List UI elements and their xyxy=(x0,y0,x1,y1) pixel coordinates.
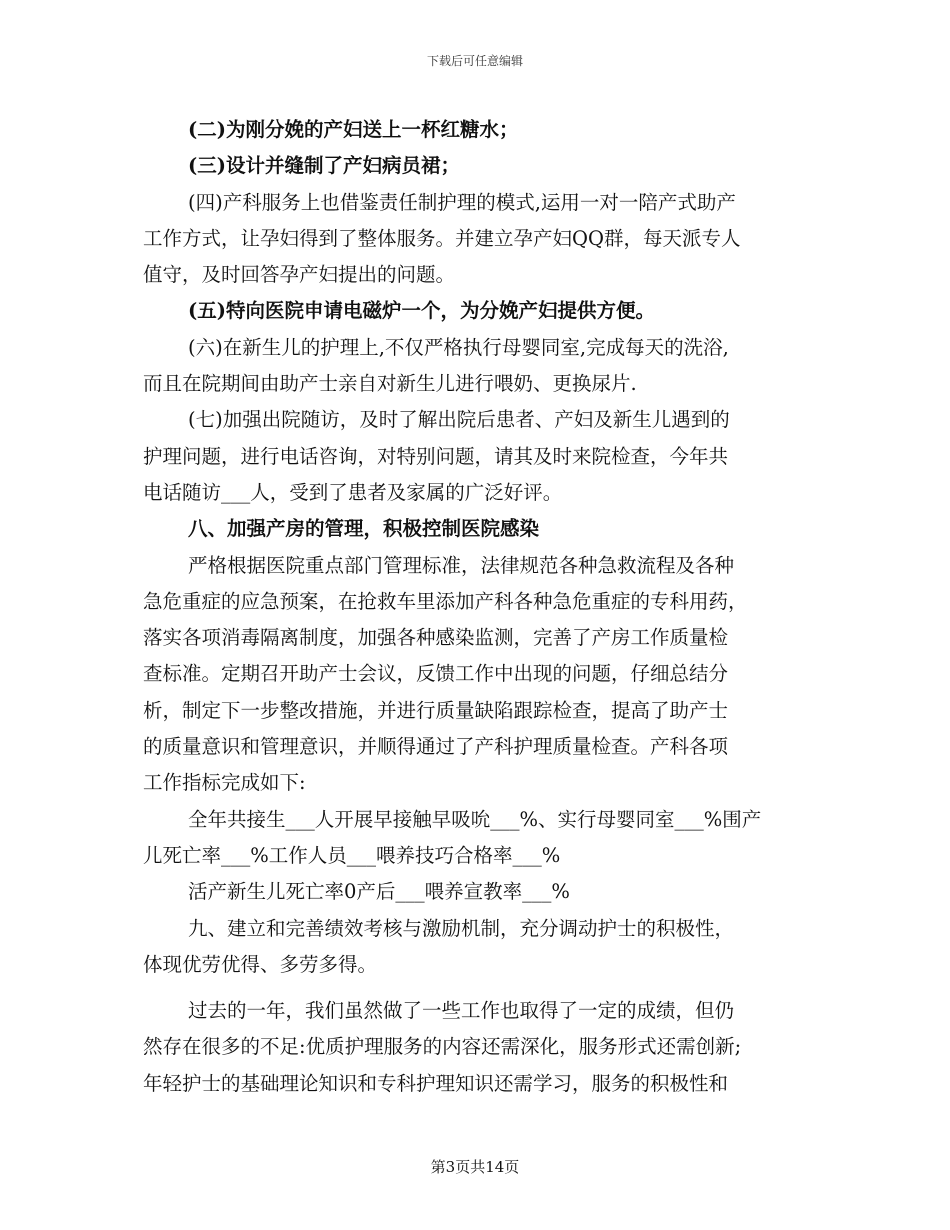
paragraph-line: 过去的一年，我们虽然做了一些工作也取得了一定的成绩，但仍 xyxy=(188,999,735,1023)
paragraph-line: 体现优劳优得、多劳多得。 xyxy=(143,952,378,976)
paragraph-3-patient-gown: (三)设计并缝制了产妇病员裙； xyxy=(188,154,460,178)
paragraph-line: 落实各项消毒隔离制度，加强各种感染监测，完善了产房工作质量检 xyxy=(143,626,729,650)
paragraph-line: 儿死亡率___%工作人员___喂养技巧合格率___% xyxy=(143,843,561,867)
paragraph-line: 查标准。定期召开助产士会议，反馈工作中出现的问题，仔细总结分 xyxy=(143,662,729,686)
paragraph-annual-indicators xyxy=(143,802,808,875)
paragraph-line: 急危重症的应急预案，在抢救车里添加产科各种急危重症的专科用药， xyxy=(143,589,748,613)
paragraph-line: 年轻护士的基础理论知识和专科护理知识还需学习，服务的积极性和 xyxy=(143,1071,729,1095)
page-header: 下载后可任意编辑 xyxy=(426,54,523,68)
paragraph-6-newborn-care xyxy=(143,330,808,403)
paragraph-shortcomings xyxy=(143,993,808,1102)
paragraph-line: 电话随访___人，受到了患者及家属的广泛好评。 xyxy=(143,480,563,504)
paragraph-line: (七)加强出院随访，及时了解出院后患者、产妇及新生儿遇到的 xyxy=(188,408,730,432)
paragraph-line: 九、建立和完善绩效考核与激励机制，充分调动护士的积极性， xyxy=(188,916,735,940)
paragraph-line: 值守，及时回答孕产妇提出的问题。 xyxy=(143,263,456,287)
paragraph-delivery-room-management xyxy=(143,548,808,802)
paragraph-line: (六)在新生儿的护理上,不仅严格执行母婴同室,完成每天的洗浴, xyxy=(188,335,729,359)
paragraph-4-responsibility-nursing xyxy=(143,185,808,294)
page-footer: 第3页共14页 xyxy=(430,1158,520,1176)
paragraph-line: 严格根据医院重点部门管理标准，法律规范各种急救流程及各种 xyxy=(188,553,735,577)
paragraph-newborn-mortality: 活产新生儿死亡率0产后___喂养宣教率___% xyxy=(188,880,570,904)
paragraph-line: 的质量意识和管理意识，并顺得通过了产科护理质量检查。产科各项 xyxy=(143,735,729,759)
paragraph-line: (四)产科服务上也借鉴责任制护理的模式,运用一对一陪产式助产 xyxy=(188,190,736,214)
paragraph-line: 全年共接生___人开展早接触早吸吮___%、实行母婴同室___%围产 xyxy=(188,807,762,831)
paragraph-7-follow-up xyxy=(143,402,808,511)
paragraph-line: 工作方式，让孕妇得到了整体服务。并建立孕产妇QQ群，每天派专人 xyxy=(143,226,741,250)
section-heading-8: 八、加强产房的管理，积极控制医院感染 xyxy=(188,517,540,541)
paragraph-line: 然存在很多的不足:优质护理服务的内容还需深化，服务形式还需创新; xyxy=(143,1035,742,1059)
document-body xyxy=(143,112,808,1102)
paragraph-line: 析，制定下一步整改措施，并进行质量缺陷跟踪检查，提高了助产士 xyxy=(143,698,729,722)
paragraph-5-induction-cooker: (五)特向医院申请电磁炉一个，为分娩产妇提供方便。 xyxy=(188,299,655,323)
paragraph-line: 护理问题，进行电话咨询，对特别问题，请其及时来院检查，今年共 xyxy=(143,444,729,468)
paragraph-2-birth-sugar-water: (二)为刚分娩的产妇送上一杯红糖水； xyxy=(188,118,519,141)
paragraph-line: 工作指标完成如下: xyxy=(143,771,306,795)
paragraph-line: 而且在院期间由助产士亲自对新生儿进行喂奶、更换尿片. xyxy=(143,372,637,396)
paragraph-9-performance-appraisal xyxy=(143,911,808,984)
